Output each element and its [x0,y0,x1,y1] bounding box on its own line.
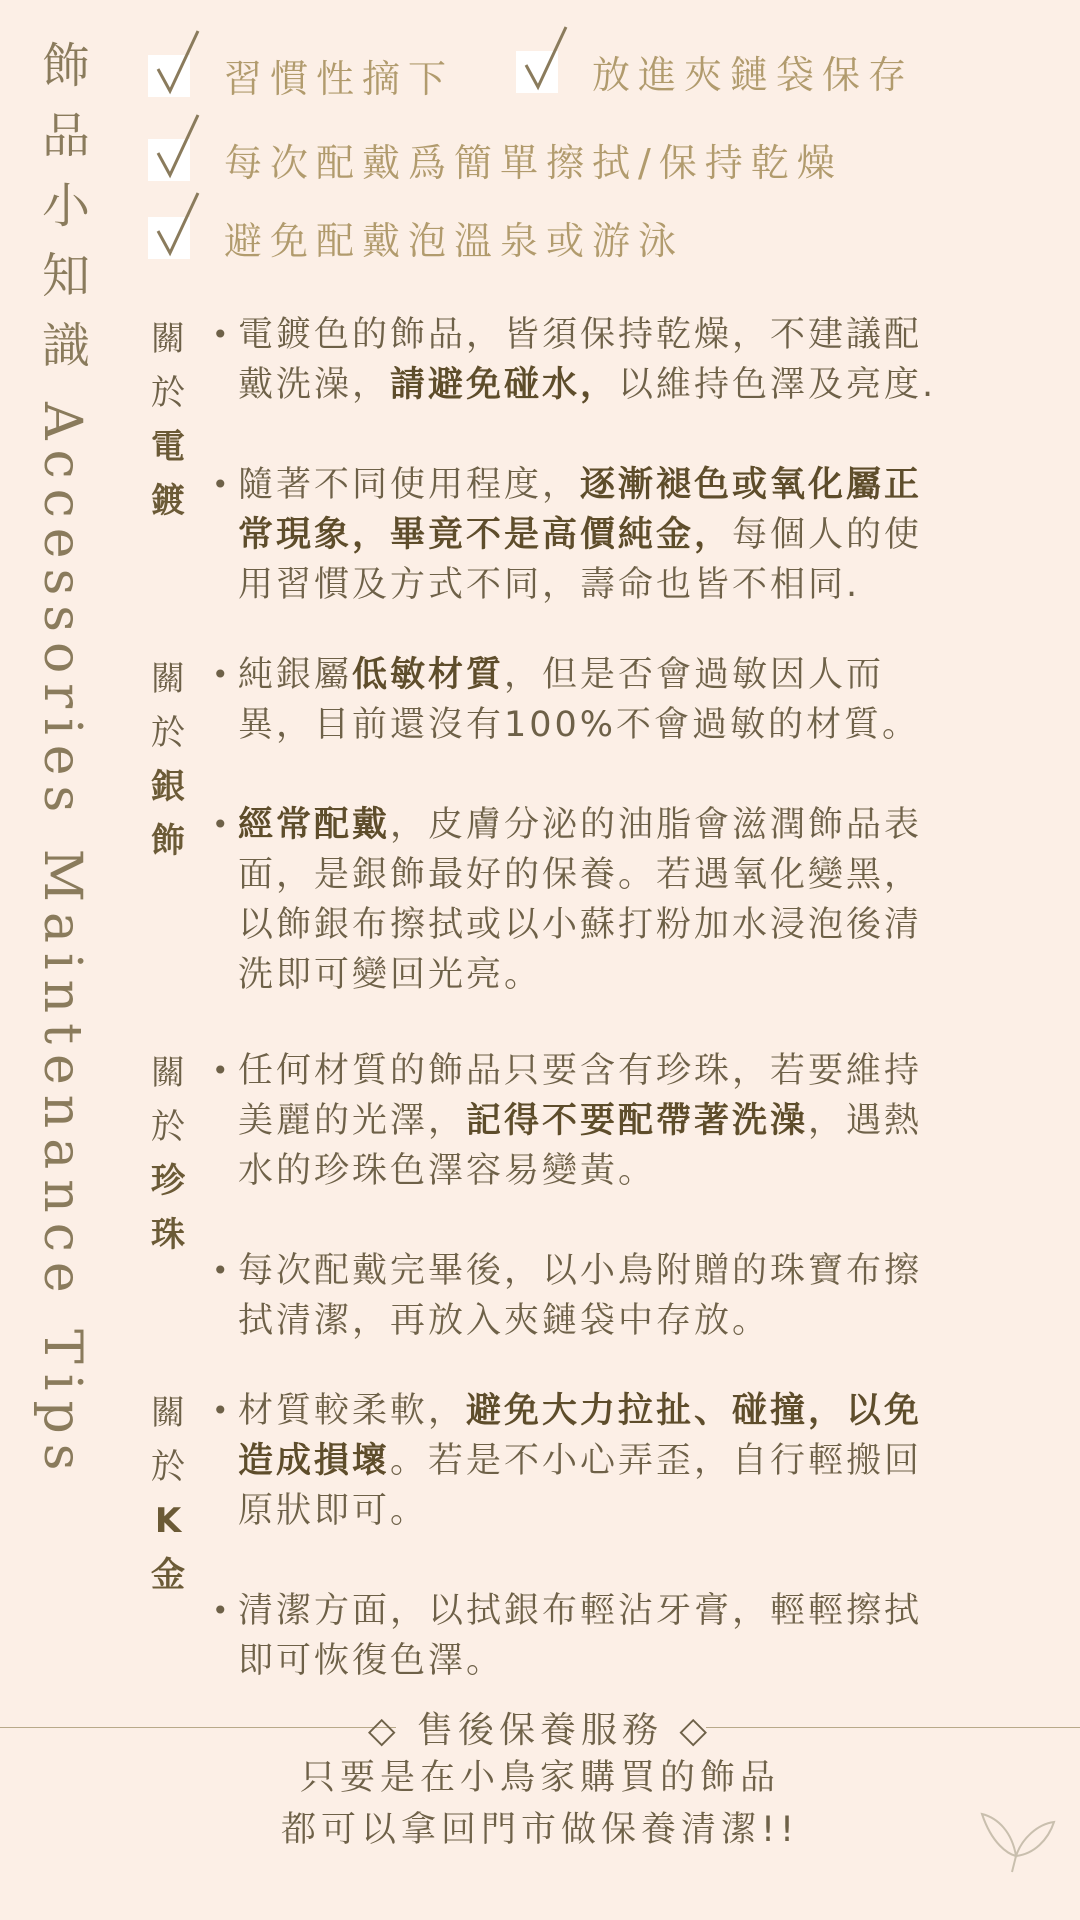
tip-text: ，皮膚分泌的油脂會滋潤飾品表面，是銀飾最好的保養。若遇氧化變黑，以飾銀布擦拭或以小蘇打粉加水浸泡後清洗即可變回光亮。 [238,805,923,995]
section-label-plating [146,312,190,528]
tip-kgold-2 [212,1586,942,1686]
label-char: 銀 [151,767,185,807]
label-char: 飾 [151,821,185,861]
bullet-icon: • [212,1054,232,1087]
tip-emphasis: 經常配戴 [238,805,391,845]
tip-text: 純銀屬 [238,655,353,695]
tip-text: 以維持色澤及亮度. [618,365,937,405]
bullet-icon: • [212,808,232,841]
section-label-silver [146,652,190,868]
tip-silver-1 [212,650,942,750]
bullet-icon: • [212,1254,232,1287]
tip-text: 每個人的使用習慣及方式不同，壽命也皆不相同. [238,515,923,605]
check-icon [148,217,190,259]
label-char: 珠 [151,1215,185,1255]
label-char: 關 [151,319,185,359]
side-title-en: Accessories Maintenance Tips [32,402,92,1481]
tip-plating-1 [212,310,942,410]
label-char: 珍 [151,1161,185,1201]
tip-emphasis: 逐漸褪色或氧化屬正常現象，畢竟不是高價純金， [238,465,923,555]
tip-text: 隨著不同使用程度， [238,465,581,505]
bullet-icon: • [212,1394,232,1427]
section-label-pearl [146,1046,190,1262]
tip-kgold-1 [212,1386,942,1536]
checklist-item [148,132,843,187]
footer-line-1: 只要是在小鳥家購買的飾品 [299,1758,780,1798]
tip-text: ，遇熱水的珍珠色澤容易變黃。 [238,1101,923,1191]
checklist-item [148,210,684,265]
tip-text: 任何材質的飾品只要含有珍珠，若要維持美麗的光澤， [238,1051,923,1141]
checklist-text: 每次配戴爲簡單擦拭/保持乾燥 [224,141,843,185]
label-char: 於 [151,1107,185,1147]
tip-pearl-2 [212,1246,942,1346]
tip-pearl-1 [212,1046,942,1196]
bird-leaf-logo-icon [978,1810,1058,1880]
tip-text: 清潔方面，以拭銀布輕沾牙膏，輕輕擦拭即可恢復色澤。 [238,1591,923,1681]
tip-emphasis: 請避免碰水， [390,365,619,405]
checklist-text: 避免配戴泡溫泉或游泳 [224,219,685,263]
label-char: K [154,1501,182,1541]
tip-text: 材質較柔軟， [238,1391,467,1431]
bullet-icon: • [212,658,232,691]
bullet-icon: • [212,1594,232,1627]
check-icon [148,55,190,97]
section-label-kgold [146,1386,190,1602]
tip-silver-2 [212,800,942,1000]
tip-text: ，但是否會過敏因人而異，目前還沒有100%不會過敏的材質。 [238,655,921,745]
label-char: 金 [151,1555,185,1595]
checklist-text: 習慣性摘下 [224,57,455,101]
tip-text: 每次配戴完畢後，以小鳥附贈的珠寶布擦拭清潔，再放入夾鏈袋中存放。 [238,1251,923,1341]
tip-text: 。若是不小心弄歪，自行輕搬回原狀即可。 [238,1441,923,1531]
bullet-icon: • [212,318,232,351]
label-char: 鍍 [151,481,185,521]
label-char: 電 [151,427,185,467]
footer-line-2: 都可以拿回門市做保養清潔!! [280,1810,800,1850]
tip-text: 電鍍色的飾品，皆須保持乾燥，不建議配戴洗澡， [238,315,923,405]
label-char: 於 [151,373,185,413]
label-char: 關 [151,659,185,699]
tip-plating-2 [212,460,942,610]
checklist-text: 放進夾鏈袋保存 [592,53,915,97]
footer-title: ◇ 售後保養服務 ◇ [367,1710,713,1751]
check-icon [516,51,558,93]
label-char: 關 [151,1393,185,1433]
label-char: 於 [151,713,185,753]
checklist-item [148,48,454,103]
checklist-item [516,44,914,99]
label-char: 於 [151,1447,185,1487]
side-title-zh: 飾品小知識 [33,40,90,390]
check-icon [148,139,190,181]
label-char: 關 [151,1053,185,1093]
tip-emphasis: 避免大力拉扯、碰撞，以免造成損壞 [238,1391,923,1481]
tip-emphasis: 低敏材質 [352,655,505,695]
side-title [32,40,92,1480]
tip-emphasis: 記得不要配帶著洗澡 [466,1101,809,1141]
bullet-icon: • [212,468,232,501]
